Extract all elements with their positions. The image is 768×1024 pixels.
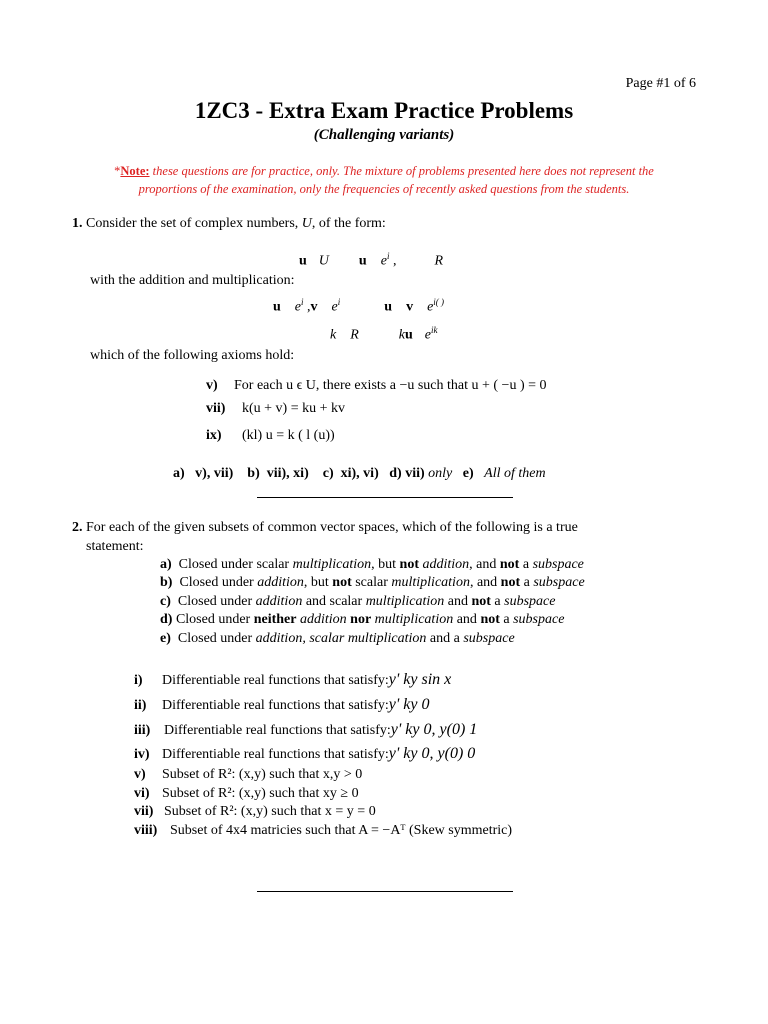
option-item: c) Closed under addition and scalar multiplication and not a subspace: [160, 594, 556, 609]
axiom-text: For each u ϵ U, there exists a −u such that u + ( −u ) = 0: [234, 378, 547, 393]
note-label: Note:: [120, 164, 150, 178]
ops-e1: e: [294, 299, 302, 315]
choice-label: d): [389, 466, 402, 481]
set-definition: [299, 251, 443, 270]
practice-note: [0, 162, 768, 198]
option-label: d): [160, 612, 173, 627]
ops-u3: u: [405, 327, 413, 343]
ops-e4: e: [424, 327, 432, 343]
operations-line-2: [330, 325, 438, 344]
divider-1: [257, 497, 513, 498]
option-label: b): [160, 575, 173, 590]
ops-v: v: [310, 299, 318, 315]
option-item: b) Closed under addition, but not scalar multiplication, and not a subspace: [160, 575, 585, 590]
ops-e2: e: [331, 299, 338, 315]
operations-intro: with the addition and multiplication:: [90, 273, 295, 288]
note-text-1: these questions are for practice, only. The mixture of problems presented here does not represent the: [149, 164, 654, 178]
question-2-intro: [72, 520, 578, 536]
question-2-number: 2.: [72, 520, 83, 535]
axiom-text: (kl) u = k ( l (u)): [242, 428, 335, 443]
subset-item: [134, 745, 475, 763]
axiom-label: ix): [206, 428, 222, 443]
subset-item: [134, 767, 362, 783]
subset-equation: y' ky 0, y(0) 1: [390, 721, 478, 738]
subset-equation: y' ky sin x: [388, 671, 452, 688]
subset-label: iii): [134, 723, 151, 738]
subset-item: [134, 721, 477, 739]
ops-sup4: ik: [431, 325, 438, 335]
subset-label: iv): [134, 747, 150, 762]
subset-item: [134, 823, 512, 839]
subset-label: vii): [134, 804, 154, 819]
subset-equation: y' ky 0, y(0) 0: [388, 745, 476, 762]
choice-text: vii), xi): [266, 466, 309, 481]
subset-text: Differentiable real functions that satisfy:: [162, 747, 389, 762]
option-item: e) Closed under addition, scalar multiplication and a subspace: [160, 631, 515, 646]
subset-label: i): [134, 673, 143, 688]
ops-sup2: i: [337, 297, 341, 307]
subset-label: ii): [134, 698, 147, 713]
page-title: 1ZC3 - Extra Exam Practice Problems: [194, 98, 574, 123]
ops-u: u: [273, 299, 281, 315]
choice-label: c): [322, 466, 334, 481]
subset-item: [134, 786, 359, 802]
choice-suffix: only: [428, 466, 453, 481]
subset-label: viii): [134, 823, 158, 838]
question-2-intro-text: For each of the given subsets of common vector spaces, which of the following is a true: [82, 520, 578, 535]
subset-item: [134, 696, 430, 714]
set-def-exponent: i: [386, 251, 390, 261]
axioms-question: which of the following axioms hold:: [90, 348, 295, 363]
page-subtitle: (Challenging variants): [313, 127, 455, 143]
subset-text: Subset of R²: (x,y) such that xy ≥ 0: [162, 786, 359, 801]
question-1-intro: [72, 216, 386, 232]
ops-R: R: [350, 327, 359, 343]
subset-text: Differentiable real functions that satisfy:: [162, 673, 389, 688]
ops-e3: e: [427, 299, 434, 315]
ops-u2: u: [384, 299, 393, 315]
axiom-item: [206, 378, 547, 394]
note-star: *: [114, 164, 121, 178]
axiom-item: [206, 401, 345, 417]
choice-label: b): [247, 466, 260, 481]
question-1-intro-text-b: , of the form:: [311, 216, 386, 231]
option-label: e): [160, 631, 171, 646]
set-def-e: e: [380, 253, 387, 269]
subset-text: Subset of 4x4 matricies such that A = −Aᵀ (Skew symmetric): [170, 823, 513, 838]
ops-v2: v: [406, 299, 414, 315]
subset-equation: y' ky 0: [388, 696, 430, 713]
divider-2: [257, 891, 513, 892]
option-label: c): [160, 594, 171, 609]
subset-text: Subset of R²: (x,y) such that x,y > 0: [162, 767, 363, 782]
subset-text: Differentiable real functions that satisfy:: [162, 698, 389, 713]
subset-label: vi): [134, 786, 150, 801]
ops-comma: ,: [303, 299, 311, 315]
option-label: a): [160, 557, 172, 572]
question-1-intro-text-a: Consider the set of complex numbers,: [82, 216, 302, 231]
note-line-2: proportions of the examination, only the frequencies of recently asked questions from the students.: [138, 182, 630, 196]
choice-text: v), vii): [195, 466, 234, 481]
choice-label: e): [462, 466, 474, 481]
note-line-1: [0, 162, 768, 180]
subset-item: [134, 671, 451, 689]
option-item: a) Closed under scalar multiplication, but not addition, and not a subspace: [160, 557, 584, 572]
subset-label: v): [134, 767, 146, 782]
subset-text: Differentiable real functions that satisfy:: [164, 723, 391, 738]
axiom-item: [206, 428, 335, 444]
axiom-text: k(u + v) = ku + kv: [242, 401, 346, 416]
set-def-u2: u: [358, 253, 367, 269]
set-def-R: R: [434, 253, 444, 269]
ops-sup3: i( ): [433, 297, 445, 307]
choice-text: All of them: [484, 466, 546, 481]
question-1-set-name: U: [301, 216, 312, 231]
answer-choices-1: [173, 466, 546, 482]
subset-text: Subset of R²: (x,y) such that x = y = 0: [164, 804, 376, 819]
ops-k2: k: [398, 327, 405, 343]
choice-label: a): [173, 466, 185, 481]
question-1-number: 1.: [72, 216, 83, 231]
set-def-U: U: [318, 253, 329, 269]
question-2-intro-line-2: statement:: [86, 539, 144, 554]
subset-item: [134, 804, 376, 820]
choice-text: xi), vi): [340, 466, 379, 481]
page-number: Page #1 of 6: [625, 76, 696, 91]
set-def-comma: ,: [389, 253, 397, 269]
axiom-label: v): [206, 378, 218, 393]
option-item: d) Closed under neither addition nor multiplication and not a subspace: [160, 612, 565, 627]
operations-line-1: [273, 297, 444, 316]
choice-text: vii): [405, 466, 425, 481]
axiom-label: vii): [206, 401, 226, 416]
set-def-u: u: [299, 253, 307, 269]
ops-sup1: i: [301, 297, 304, 307]
ops-k: k: [330, 327, 337, 343]
